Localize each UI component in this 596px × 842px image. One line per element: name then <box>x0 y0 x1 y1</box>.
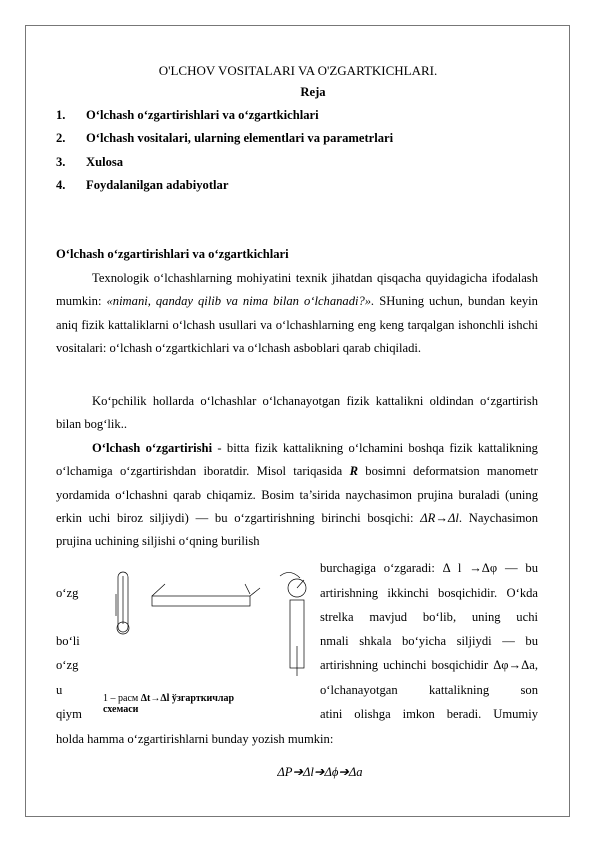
paragraph-2: Ko‘pchilik hollarda o‘lchashlar o‘lchanayotgan fizik kattalikni oldindan o‘zgartirish bilan bog‘lik.. <box>56 394 538 432</box>
text-line: artirishning uchinchi bosqichidir Δφ→Δa, <box>320 658 538 672</box>
formula: ΔP➔Δl➔Δϕ➔Δa <box>277 765 363 779</box>
plan-heading: Reja <box>300 85 326 99</box>
text-fragment: o‘zg <box>56 658 79 672</box>
section-heading: O‘lchash o‘zgartirishlari va o‘zgartkichlari <box>56 247 289 261</box>
text-line: holda hamma o‘zgartirishlarni bunday yozish mumkin: <box>56 732 334 746</box>
text-fragment: bo‘li <box>56 634 80 648</box>
paragraph-3: O‘lchash o‘zgartirishi - bitta fizik kattalikning o‘lchamini boshqa fizik kattalikning o‘lchamiga o‘zgartirishdan iboratdir. Misol tariqasida R bosimni deformatsion manometr yordamida o‘lchashni qarab chiqamiz. Bosim ta’sirida naychasimon prujina buraladi (uning erkin uchi biroz siljiydi) — bu o‘zgartirishning birinchi bosqichi: ΔR→Δl. Naychasimon prujina uchining siljishi o‘qning burilish <box>56 441 538 549</box>
transducer-diagram <box>90 566 320 681</box>
document-title: O'LCHOV VOSITALARI VA O'ZGARTKICHLARI. <box>158 63 438 78</box>
text-line: o‘lchanayotgan kattalikning son <box>320 683 538 697</box>
text-line: artirishning ikkinchi bosqichidir. O‘kda <box>320 586 538 600</box>
text-fragment: qiym <box>56 707 82 721</box>
figure-caption: 1 – расм Δt→Δl ўзгарткичлар схемаси <box>103 693 235 715</box>
text-line: atini olishga imkon beradi. Umumiy <box>320 707 538 721</box>
text-fragment: o‘zg <box>56 586 79 600</box>
text-fragment: u <box>56 683 63 697</box>
text-line: nmali shkala bo‘yicha siljiydi — bu <box>320 634 538 648</box>
text-line: strelka mavjud bo‘lib, uning uchi <box>320 610 538 624</box>
paragraph-1: Texnologik o‘lchashlarning mohiyatini texnik jihatdan qisqacha quyidagicha ifodalash mumkin: «nimani, qanday qilib va nima bilan o‘lchanadi?». SHuning uchun, bundan keyin aniq fizik kattaliklarni o‘lchash usullari va o‘lchashlarning eng keng tarqalgan ishonchli ishchi vositalari: o‘lchash o‘zgartkichlari va o‘lchash asboblari qarab chiqiladi. <box>56 271 538 355</box>
text-line: burchagiga o‘zgaradi: Δ l →Δφ — bu <box>320 561 538 575</box>
